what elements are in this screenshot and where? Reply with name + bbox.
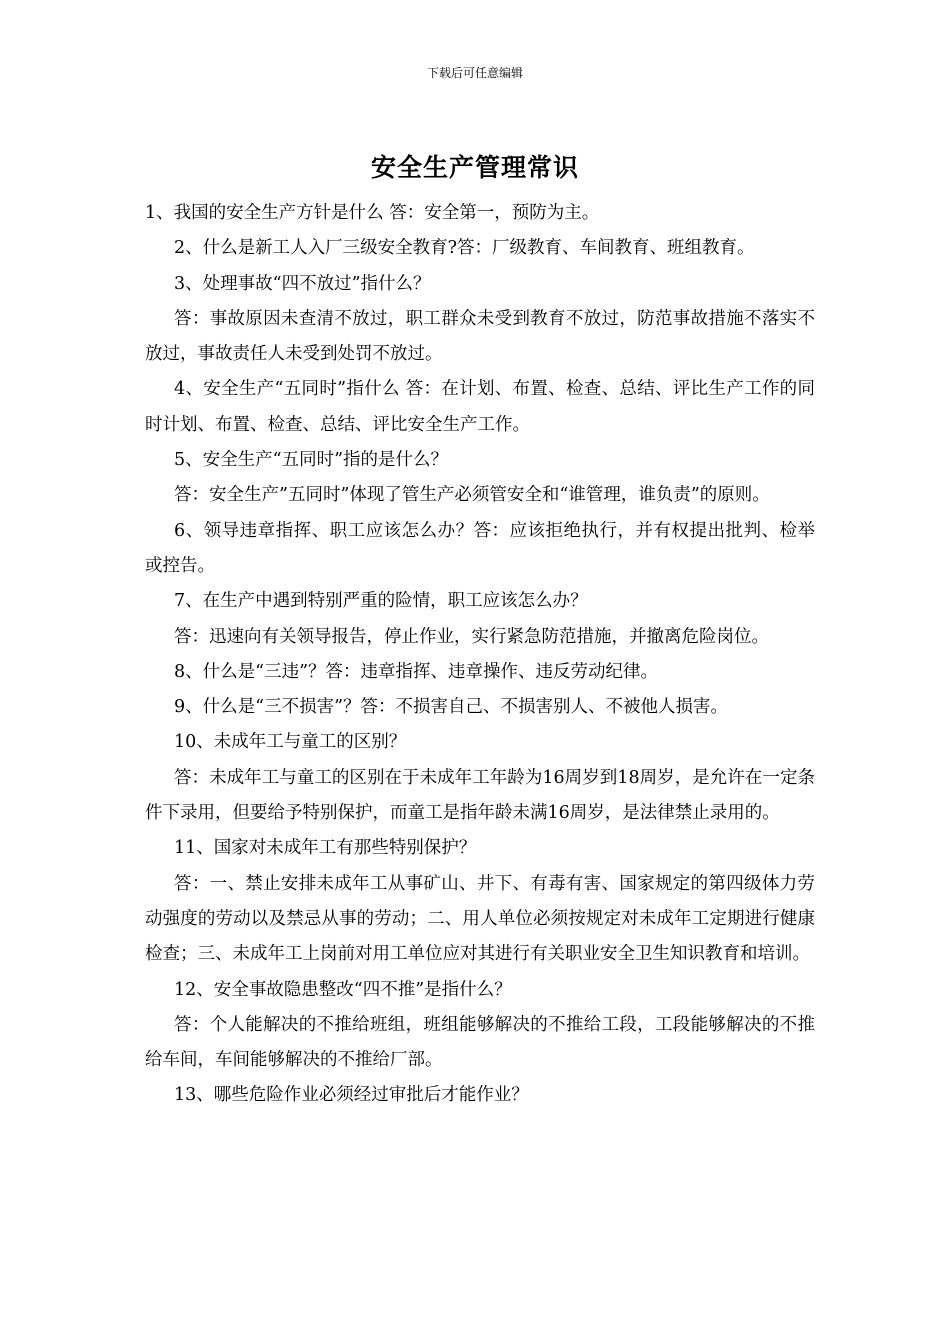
paragraph-a11: 答：一、禁止安排未成年工从事矿山、井下、有毒有害、国家规定的第四级体力劳动强度的劳动以及禁忌从事的劳动；二、用人单位必须按规定对未成年工定期进行健康检查；三、未成年工上岗前对用工单位应对其进行有关职业安全卫生知识教育和培训。 <box>145 873 815 965</box>
paragraph-q7: 7、在生产中遇到特别严重的险情，职工应该怎么办？ <box>174 591 588 612</box>
paragraph-a5: 答：安全生产”五同时”体现了管生产必须管安全和“谁管理，谁负责”的原则。 <box>174 485 770 506</box>
header-note: 下载后可任意编辑 <box>426 66 523 80</box>
paragraph-a3: 答：事故原因未查清不放过，职工群众未受到教育不放过，防范事故措施不落实不放过，事故责任人未受到处罚不放过。 <box>145 308 815 365</box>
paragraph-q1: 1、我国的安全生产方针是什么 答：安全第一，预防为主。 <box>145 203 600 223</box>
paragraph-q13: 13、哪些危险作业必须经过审批后才能作业？ <box>174 1085 529 1106</box>
document-body <box>145 196 815 1114</box>
paragraph-q3: 3、处理事故“四不放过”指什么？ <box>174 273 431 294</box>
paragraph-a7: 答：迅速向有关领导报告，停止作业，实行紧急防范措施，并撤离危险岗位。 <box>174 626 769 647</box>
paragraph-q8: 8、什么是“三违”？答：违章指挥、违章操作、违反劳动纪律。 <box>174 661 659 682</box>
paragraph-q10: 10、未成年工与童工的区别？ <box>174 732 407 753</box>
paragraph-q11: 11、国家对未成年工有那些特别保护？ <box>174 838 477 859</box>
paragraph-a10: 答：未成年工与童工的区别在于未成年工年龄为16周岁到18周岁，是允许在一定条件下录用，但要给予特别保护，而童工是指年龄未满16周岁，是法律禁止录用的。 <box>145 767 815 824</box>
document-title: 安全生产管理常识 <box>370 153 579 182</box>
paragraph-q12: 12、安全事故隐患整改“四不推”是指什么？ <box>174 979 512 1000</box>
paragraph-q2: 2、什么是新工人入厂三级安全教育?答：厂级教育、车间教育、班组教育。 <box>174 238 755 259</box>
paragraph-q6: 6、领导违章指挥、职工应该怎么办？答：应该拒绝执行，并有权提出批判、检举或控告。 <box>145 520 815 576</box>
paragraph-q9: 9、什么是“三不损害”？答：不损害自己、不损害别人、不被他人损害。 <box>174 697 729 718</box>
paragraph-a12: 答：个人能解决的不推给班组，班组能够解决的不推给工段，工段能够解决的不推给车间，车间能够解决的不推给厂部。 <box>145 1014 815 1071</box>
paragraph-q4: 4、安全生产“五同时”指什么 答：在计划、布置、检查、总结、评比生产工作的同时计划、布置、检查、总结、评比安全生产工作。 <box>145 379 815 435</box>
paragraph-q5: 5、安全生产“五同时”指的是什么？ <box>174 450 449 471</box>
